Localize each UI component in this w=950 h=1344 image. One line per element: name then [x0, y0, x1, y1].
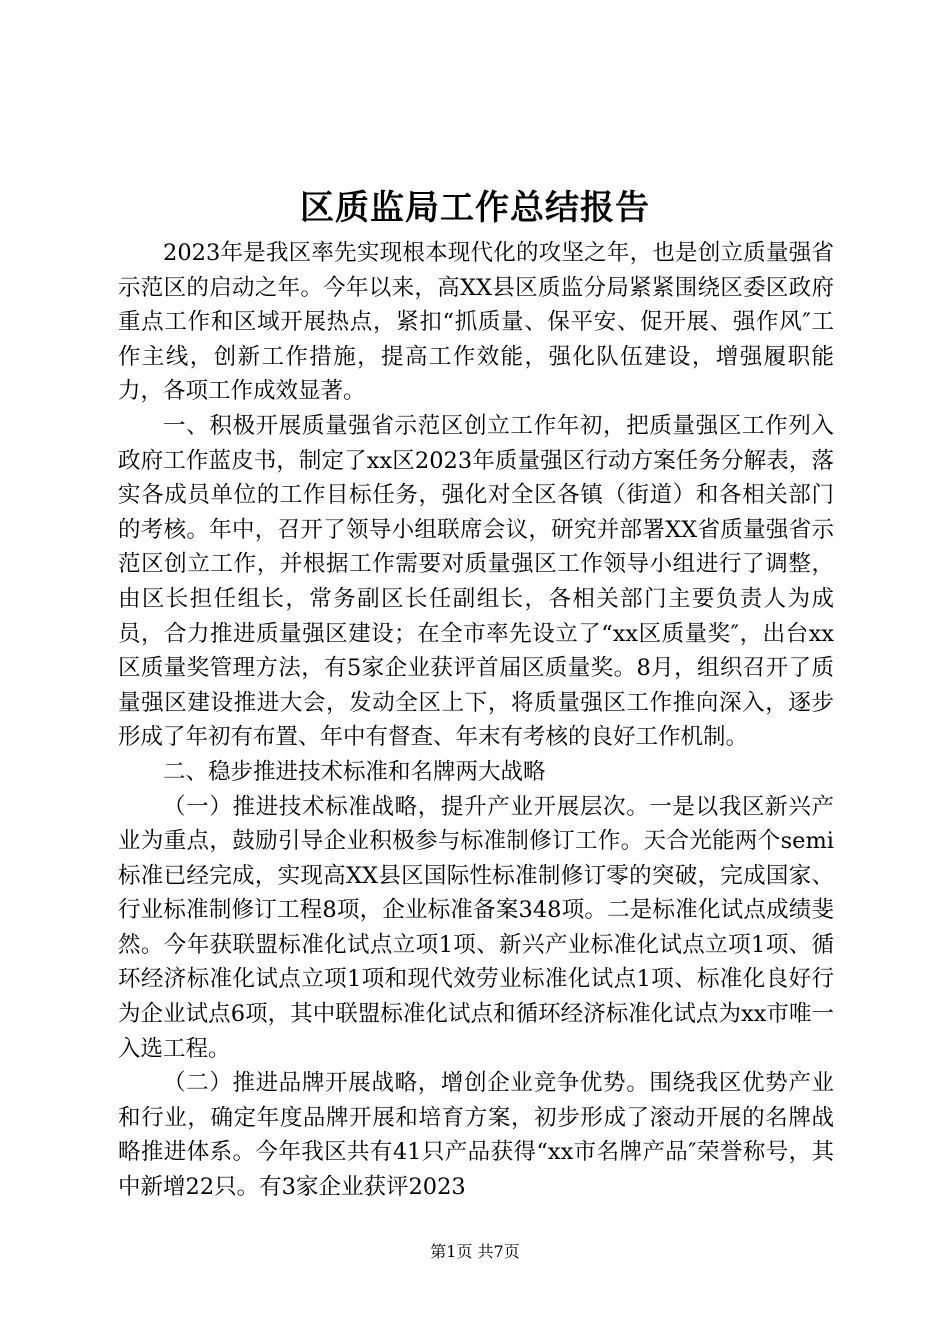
- paragraph-section-2-heading: 二、稳步推进技术标准和名牌两大战略: [163, 758, 546, 785]
- document-body: [118, 236, 834, 1205]
- document-title: 区质监局工作总结报告: [300, 188, 650, 228]
- paragraph-intro: 2023年是我区率先实现根本现代化的攻坚之年，也是创立质量强省示范区的启动之年。今年以来，高XX县区质监分局紧紧围绕区委区政府重点工作和区域开展热点，紧扣“抓质量、保平安、促开展、强作风″工作主线，创新工作措施，提高工作效能，强化队伍建设，增强履职能力，各项工作成效显著。: [118, 240, 834, 405]
- page-number-footer: 第1页 共7页: [430, 1242, 520, 1261]
- paragraph-section-2-2: （二）推进品牌开展战略，增创企业竞争优势。围绕我区优势产业和行业，确定年度品牌开展和培育方案，初步形成了滚动开展的名牌战略推进体系。今年我区共有41只产品获得“xx市名牌产品″荣誉称号，其中新增22只。有3家企业获评2023: [118, 1070, 834, 1201]
- paragraph-section-2-1: （一）推进技术标准战略，提升产业开展层次。一是以我区新兴产业为重点，鼓励引导企业积极参与标准制修订工作。天合光能两个semi标准已经完成，实现高XX县区国际性标准制修订零的突破，完成国家、行业标准制修订工程8项，企业标准备案348项。二是标准化试点成绩斐然。今年获联盟标准化试点立项1项、新兴产业标准化试点立项1项、循环经济标准化试点立项1项和现代效劳业标准化试点1项、标准化良好行为企业试点6项，其中联盟标准化试点和循环经济标准化试点为xx市唯一入选工程。: [118, 793, 834, 1062]
- paragraph-section-1: 一、积极开展质量强省示范区创立工作年初，把质量强区工作列入政府工作蓝皮书，制定了xx区2023年质量强区行动方案任务分解表，落实各成员单位的工作目标任务，强化对全区各镇（街道）和各相关部门的考核。年中，召开了领导小组联席会议，研究并部署XX省质量强省示范区创立工作，并根据工作需要对质量强区工作领导小组进行了调整，由区长担任组长，常务副区长任副组长，各相关部门主要负责人为成员，合力推进质量强区建设；在全市率先设立了“xx区质量奖″，出台xx区质量奖管理方法，有5家企业获评首届区质量奖。8月，组织召开了质量强区建设推进大会，发动全区上下，将质量强区工作推向深入，逐步形成了年初有布置、年中有督查、年末有考核的良好工作机制。: [118, 412, 834, 751]
